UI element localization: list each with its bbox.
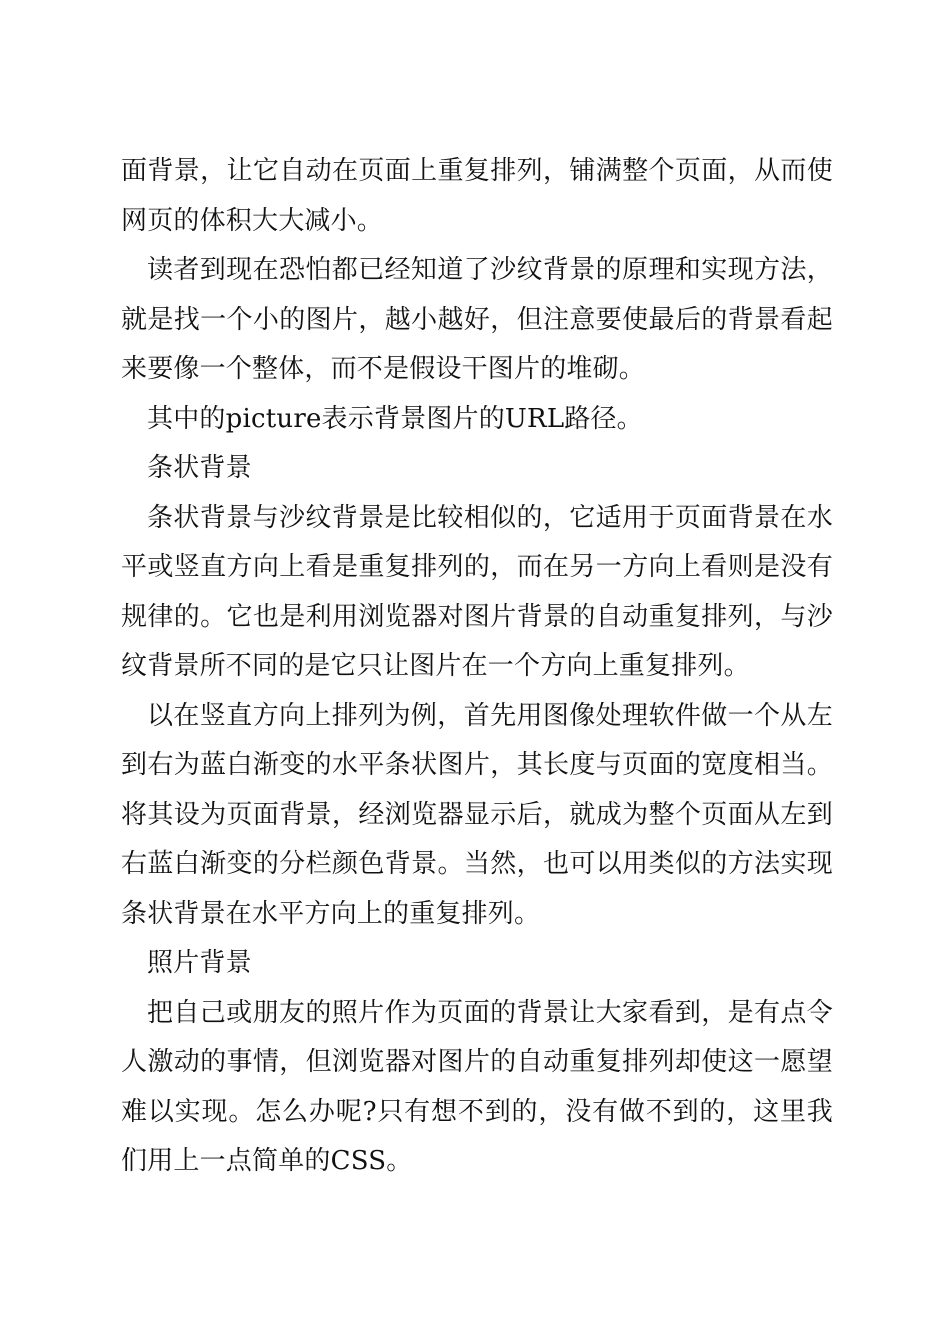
section-heading-photo-background: 照片背景 — [147, 948, 252, 978]
paragraph-stripe-intro: 条状背景与沙纹背景是比较相似的，它适用于页面背景在水平或竖直方向上看是重复排列的，而在另一方向上看则是没有规律的。它也是利用浏览器对图片背景的自动重复排列，与沙纹背景所不同的是它只让图片在一个方向上重复排列。 — [121, 502, 833, 681]
paragraph-continuation: 面背景，让它自动在页面上重复排列，铺满整个页面，从而使网页的体积大大减小。 — [121, 156, 833, 236]
paragraph-sand-pattern-summary: 读者到现在恐怕都已经知道了沙纹背景的原理和实现方法，就是找一个小的图片，越小越好，但注意要使最后的背景看起来要像一个整体，而不是假设干图片的堆砌。 — [121, 255, 833, 384]
paragraph-picture-url: 其中的picture表示背景图片的URL路径。 — [147, 403, 643, 434]
section-heading-stripe-background: 条状背景 — [147, 453, 252, 483]
paragraph-stripe-example: 以在竖直方向上排列为例，首先用图像处理软件做一个从左到右为蓝白渐变的水平条状图片，其长度与页面的宽度相当。将其设为页面背景，经浏览器显示后，就成为整个页面从左到右蓝白渐变的分栏颜色背景。当然，也可以用类似的方法实现条状背景在水平方向上的重复排列。 — [121, 700, 833, 929]
paragraph-photo-intro: 把自己或朋友的照片作为页面的背景让大家看到，是有点令人激动的事情，但浏览器对图片的自动重复排列却使这一愿望难以实现。怎么办呢?只有想不到的，没有做不到的，这里我们用上一点简单的CSS。 — [121, 997, 833, 1176]
document-body — [121, 147, 833, 1187]
